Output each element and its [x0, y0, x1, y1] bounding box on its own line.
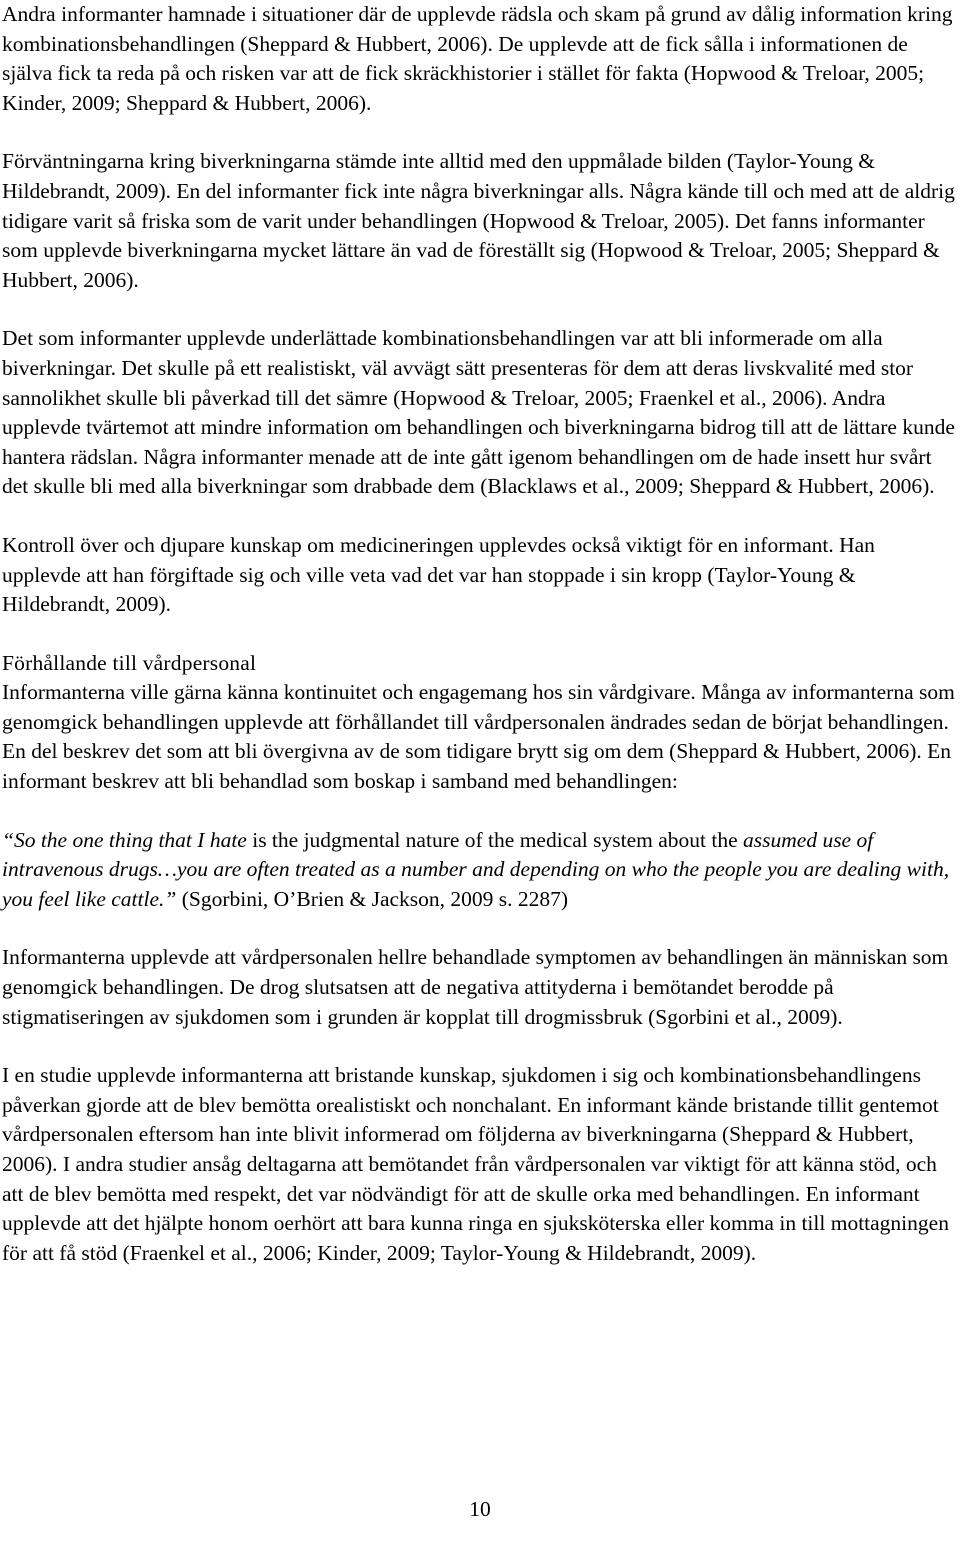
paragraph-side-effect-expectations: Förväntningarna kring biverkningarna stämde inte alltid med den uppmålade bilden (Taylor-Young & Hildebrandt, 2009). En del informanter fick inte några biverkningar alls. Några kände till och med att de aldrig tidigare varit så friska som de varit under behandlingen (Hopwood & Treloar, 2005). Det fanns informanter som upplevde biverkningarna mycket lättare än vad de föreställt sig (Hopwood & Treloar, 2005; Sheppard & Hubbert, 2006). [2, 149, 955, 292]
paragraph-symptom-treatment: Informanterna upplevde att vårdpersonalen hellre behandlade symptomen av behandlingen än människan som genomgick behandlingen. De drog slutsatsen att de negativa attityderna i bemötandet berodde på stigmatiseringen av sjukdomen som i grunden är kopplat till drogmissbruk (Sgorbini et al., 2009). [2, 945, 949, 1029]
paragraph-knowledge-trust: I en studie upplevde informanterna att bristande kunskap, sjukdomen i sig och kombinationsbehandlingens påverkan gjorde att de blev bemötta orealistiskt och nonchalant. En informant kände bristande tillit gentemot vårdpersonalen eftersom han inte blivit informerad om följderna av biverkningarna (Sheppard & Hubbert, 2006). I andra studier ansåg deltagarna att bemötandet från vårdpersonalen var viktigt för att känna stöd, och att de blev bemötta med respekt, det var nödvändigt för att de skulle orka med behandlingen. En informant upplevde att det hjälpte honom oerhört att bara kunna ringa en sjuksköterska eller komma in till mottagningen för att få stöd (Fraenkel et al., 2006; Kinder, 2009; Taylor-Young & Hildebrandt, 2009). [2, 1063, 949, 1265]
document-page [2, 0, 958, 1268]
paragraph-information-fear: Andra informanter hamnade i situationer där de upplevde rädsla och skam på grund av dålig information kring kombinationsbehandlingen (Sheppard & Hubbert, 2006). De upplevde att de fick sålla i informationen de själva fick ta reda på och risken var att de fick skräckhistorier i stället för fakta (Hopwood & Treloar, 2005; Kinder, 2009; Sheppard & Hubbert, 2006). [2, 2, 953, 115]
quote-part2: is the judgmental nature of the medical system about the [246, 827, 744, 852]
page-number: 10 [469, 1497, 491, 1521]
quote-italic-part3: assumed use of intravenous drugs…you are often treated as a number and depending on who the people you are dealing with, you feel like cattle.” [2, 827, 950, 911]
paragraph-control-knowledge: Kontroll över och djupare kunskap om medicineringen upplevdes också viktigt för en informant. Han upplevde att han förgiftade sig och ville veta vad det var han stoppade i sin kropp (Taylor-Young & Hildebrandt, 2009). [2, 532, 875, 617]
section-heading: Förhållande till vårdpersonal [2, 650, 257, 675]
quote-citation: (Sgorbini, O’Brien & Jackson, 2009 s. 2287) [176, 886, 569, 911]
paragraph-information-facilitation: Det som informanter upplevde underlättade kombinationsbehandlingen var att bli informerade om alla biverkningar. Det skulle på ett realistiskt, väl avvägt sätt presenteras för dem att deras livskvalité med stor sannolikhet skulle bli påverkad till det sämre (Hopwood & Treloar, 2005; Fraenkel et al., 2006). Andra upplevde tvärtemot att mindre information om behandlingen och biverkningarna bidrog till att de lättare kunde hantera rädslan. Några informanter menade att de inte gått igenom behandlingen om de hade insett hur svårt det skulle bli med alla biverkningar som drabbade dem (Blacklaws et al., 2009; Sheppard & Hubbert, 2006). [2, 326, 955, 499]
block-quote [2, 826, 958, 915]
quote-italic-part1: “So the one thing that I hate [2, 827, 247, 852]
paragraph-continuity: Informanterna ville gärna känna kontinuitet och engagemang hos sin vårdgivare. Många av informanterna som genomgick behandlingen upplevde att förhållandet till vårdpersonalen ändrades sedan de börjat behandlingen. En del beskrev det som att bli övergivna av de som tidigare brytt sig om dem (Sheppard & Hubbert, 2006). En informant beskrev att bli behandlad som boskap i samband med behandlingen: [2, 680, 955, 794]
